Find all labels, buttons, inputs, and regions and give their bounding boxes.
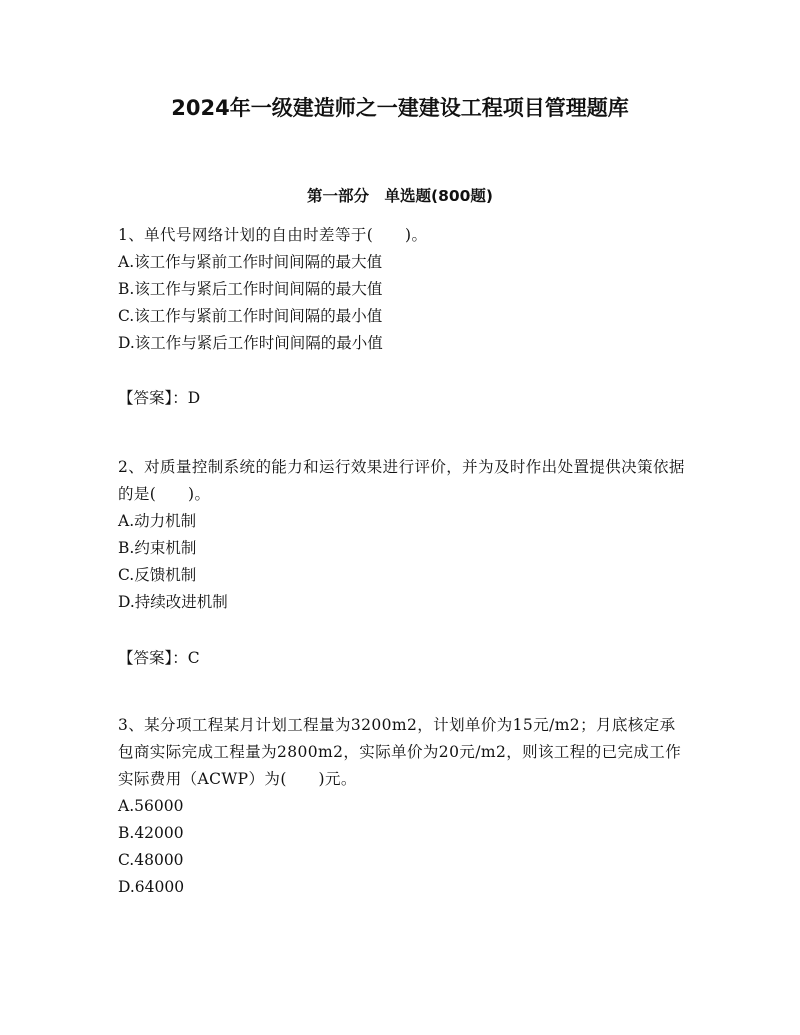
option-b: B.42000 xyxy=(118,824,184,842)
document-title: 2024年一级建造师之一建建设工程项目管理题库 xyxy=(171,96,629,120)
option-d: D.该工作与紧后工作时间间隔的最小值 xyxy=(118,334,383,352)
option-d: D.64000 xyxy=(118,878,185,896)
option-a: A.动力机制 xyxy=(118,512,197,530)
question-1 xyxy=(118,222,688,357)
option-a: A.56000 xyxy=(118,797,184,815)
question-stem: 3、某分项工程某月计划工程量为3200m2，计划单价为15元/m2；月底核定承包商实际完成工程量为2800m2，实际单价为20元/m2，则该工程的已完成工作实际费用（ACWP）为( )元。 xyxy=(118,716,682,788)
option-d: D.持续改进机制 xyxy=(118,593,228,611)
question-stem: 1、单代号网络计划的自由时差等于( )。 xyxy=(118,226,428,244)
option-b: B.该工作与紧后工作时间间隔的最大值 xyxy=(118,280,383,298)
answer-2: 【答案】：C xyxy=(118,649,200,667)
option-a: A.该工作与紧前工作时间间隔的最大值 xyxy=(118,253,383,271)
option-c: C.该工作与紧前工作时间间隔的最小值 xyxy=(118,307,383,325)
option-c: C.反馈机制 xyxy=(118,566,197,584)
question-stem: 2、对质量控制系统的能力和运行效果进行评价，并为及时作出处置提供决策依据的是( )。 xyxy=(118,458,685,503)
question-2 xyxy=(118,454,688,616)
answer-1: 【答案】：D xyxy=(118,389,201,407)
question-3 xyxy=(118,712,688,901)
option-b: B.约束机制 xyxy=(118,539,197,557)
section-heading: 第一部分 单选题(800题) xyxy=(306,187,494,205)
option-c: C.48000 xyxy=(118,851,184,869)
